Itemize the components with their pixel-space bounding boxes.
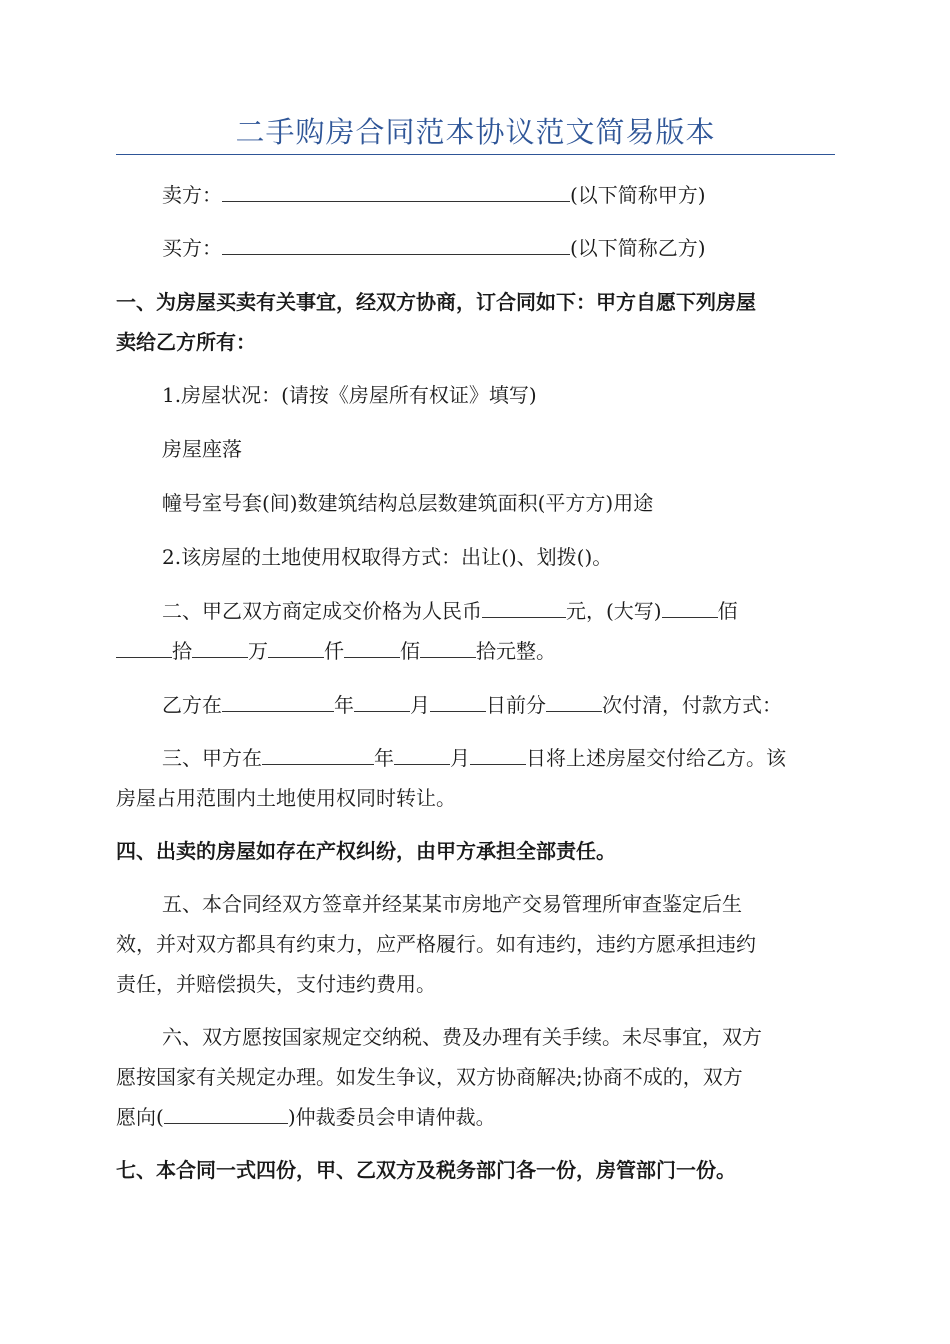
section-1-line-1: 一、为房屋买卖有关事宜，经双方协商，订合同如下：甲方自愿下列房屋	[116, 290, 756, 314]
seller-blank[interactable]	[222, 179, 570, 202]
section-6-line-2: 愿按国家有关规定办理。如发生争议，双方协商解决;协商不成的，双方	[116, 1065, 743, 1089]
seller-line	[116, 175, 835, 215]
payment-day-blank[interactable]	[430, 689, 486, 712]
shi-label-1: 拾	[172, 639, 192, 663]
item-1-house-status: 1.房屋状况：(请按《房屋所有权证》填写)	[162, 383, 537, 407]
section-1-line-2: 卖给乙方所有：	[116, 330, 256, 354]
bai-label-2: 佰	[400, 639, 420, 663]
payment-month-label: 月	[410, 693, 430, 717]
delivery-day-blank[interactable]	[470, 742, 526, 765]
section-3-line-1	[116, 738, 835, 778]
payment-month-blank[interactable]	[354, 689, 410, 712]
arbitration-suffix: )仲裁委员会申请仲裁。	[287, 1105, 496, 1129]
section-4: 四、出卖的房屋如存在产权纠纷，由甲方承担全部责任。	[116, 839, 616, 863]
delivery-prefix: 三、甲方在	[162, 746, 262, 770]
house-fields: 幢号室号套(间)数建筑结构总层数建筑面积(平方方)用途	[162, 491, 654, 515]
payment-year-blank[interactable]	[222, 689, 334, 712]
wan-blank[interactable]	[192, 635, 248, 658]
delivery-year-blank[interactable]	[262, 742, 374, 765]
bai-blank-2[interactable]	[344, 635, 400, 658]
seller-suffix: (以下简称甲方)	[570, 183, 706, 207]
payment-prefix: 乙方在	[162, 693, 222, 717]
qian-blank[interactable]	[268, 635, 324, 658]
section-6-line-1: 六、双方愿按国家规定交纳税、费及办理有关手续。未尽事宜，双方	[162, 1025, 762, 1049]
shi-label-2: 拾元整。	[476, 639, 556, 663]
arbitration-prefix: 愿向(	[116, 1105, 164, 1129]
title-divider	[116, 154, 835, 155]
arbitration-blank[interactable]	[164, 1101, 288, 1124]
section-5-line-1: 五、本合同经双方签章并经某某市房地产交易管理所审查鉴定后生	[162, 892, 742, 916]
shi-blank-2[interactable]	[420, 635, 476, 658]
price-unit: 元，(大写)	[566, 599, 662, 623]
payment-day-label: 日前分	[486, 693, 546, 717]
price-text: 二、甲乙双方商定成交价格为人民币	[162, 599, 482, 623]
section-2-line-1	[116, 591, 835, 631]
wan-label: 万	[248, 639, 268, 663]
seller-label: 卖方：	[162, 183, 222, 207]
bai-blank-1[interactable]	[662, 595, 718, 618]
section-3-line-2: 房屋占用范围内土地使用权同时转让。	[116, 786, 456, 810]
section-6-line-3	[116, 1097, 835, 1137]
bai-label-1: 佰	[717, 599, 738, 623]
payment-method-label: 次付清，付款方式：	[602, 693, 782, 717]
delivery-month-label: 月	[450, 746, 470, 770]
shi-blank-1[interactable]	[116, 635, 172, 658]
qian-label: 仟	[324, 639, 344, 663]
delivery-day-label: 日将上述房屋交付给乙方。该	[526, 746, 786, 770]
price-blank[interactable]	[482, 595, 566, 618]
item-2-land-use: 2.该房屋的土地使用权取得方式：出让()、划拨()。	[162, 545, 613, 569]
buyer-blank[interactable]	[222, 232, 570, 255]
section-7: 七、本合同一式四份，甲、乙双方及税务部门各一份，房管部门一份。	[116, 1158, 736, 1182]
buyer-suffix: (以下简称乙方)	[570, 236, 706, 260]
section-2-line-2	[116, 631, 835, 671]
delivery-month-blank[interactable]	[394, 742, 450, 765]
house-location: 房屋座落	[162, 437, 242, 461]
section-5-line-2: 效，并对双方都具有约束力，应严格履行。如有违约，违约方愿承担违约	[116, 932, 756, 956]
section-5-line-3: 责任，并赔偿损失，支付违约费用。	[116, 972, 436, 996]
payment-line	[116, 685, 835, 725]
buyer-label: 买方：	[162, 236, 222, 260]
payment-times-blank[interactable]	[546, 689, 602, 712]
document-title: 二手购房合同范本协议范文简易版本	[235, 115, 716, 149]
payment-year-label: 年	[334, 693, 354, 717]
delivery-year-label: 年	[374, 746, 394, 770]
buyer-line	[116, 228, 835, 268]
